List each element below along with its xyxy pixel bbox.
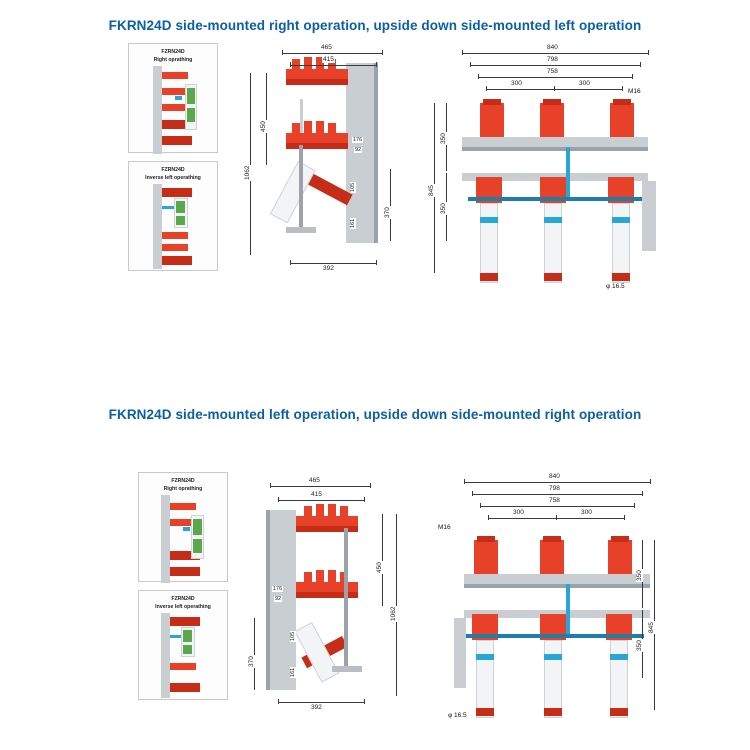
dim-798: 798 [549,485,560,492]
dim-300-right: 300 [579,80,590,87]
fuse-tube-3 [610,640,628,718]
figure-row-2 [0,464,750,734]
dim-450: 450 [260,121,267,132]
dim-758: 758 [547,68,558,75]
fuse-tube-1 [480,203,498,283]
dim-370: 370 [248,656,255,667]
dim-161: 161 [290,667,296,677]
section-2-title: FKRN24D side-mounted left operation, upside down side-mounted right operation [108,407,642,422]
photo-graphic-1 [129,66,217,150]
dim-840: 840 [547,44,558,51]
photo-caption-line2: Inverse left operathing [155,603,211,610]
upper-bus-bar [462,137,648,147]
figure-row-1 [0,33,750,303]
upper-insulator-1 [474,540,498,574]
dim-176: 176 [273,586,283,592]
side-view-drawing-1 [238,41,398,291]
fuse-tube [270,161,316,223]
upper-insulator-3 [610,103,634,137]
dim-758: 758 [549,497,560,504]
photo-caption-line2: Right oprathing [163,485,203,492]
dim-300-left: 300 [511,80,522,87]
photo-caption-line1: FZRN24D [171,478,195,484]
frame-plate-edge [374,63,378,243]
dim-450: 450 [376,562,383,573]
drive-rod [299,145,303,230]
dim-370: 370 [384,207,391,218]
fuse-tube-2 [544,640,562,718]
dim-798: 798 [547,56,558,63]
section-right-operation [0,0,750,303]
upper-insulator-1 [480,103,504,137]
photo-caption-line1: FZRN24D [161,49,185,55]
section-left-operation [0,389,750,734]
photo-caption-line1: FZRN24D [171,596,195,602]
dim-415: 415 [311,491,322,498]
dim-300-right: 300 [581,509,592,516]
photo-caption-2 [129,167,217,183]
photo-box-right-operating-2 [138,472,228,582]
dim-415: 415 [323,56,334,63]
frame-plate [346,63,374,243]
frame-plate-edge [266,510,270,690]
fuse-tube-2 [544,203,562,283]
photo-box-right-operating-1 [128,43,218,153]
upper-bus-bar [464,574,650,584]
photo-box-inverse-left-operating-2 [138,590,228,700]
photo-caption-1 [129,49,217,65]
dim-350-lower: 350 [440,203,447,214]
dim-176: 176 [353,137,363,143]
drive-rod [344,528,348,668]
photo-column-2 [138,472,228,700]
dim-465: 465 [309,477,320,484]
dim-1062: 1062 [390,606,397,621]
dim-105: 105 [290,631,296,641]
label-m16: M16 [438,524,451,531]
label-phi165: φ 16.5 [448,712,467,719]
dim-350-upper: 350 [636,570,643,581]
label-m16: M16 [628,88,641,95]
dim-92: 92 [355,147,362,153]
dim-1062: 1062 [244,165,251,180]
photo-caption-2 [139,596,227,612]
dim-105: 105 [350,182,356,192]
upper-insulator-2 [540,540,564,574]
dim-840: 840 [549,473,560,480]
section-1-title: FKRN24D side-mounted right operation, upside down side-mounted left operation [108,18,642,33]
dim-392: 392 [323,265,334,272]
dim-845: 845 [428,185,435,196]
label-phi165: φ 16.5 [606,283,625,290]
side-view-drawing-2 [248,470,408,722]
fuse-tube-3 [612,203,630,283]
linkage-shaft [464,634,644,638]
dim-350-upper: 350 [440,133,447,144]
photo-graphic-4 [139,613,227,697]
dim-465: 465 [321,44,332,51]
photo-caption-1 [139,478,227,494]
dim-845: 845 [648,622,655,633]
photo-caption-line1: FZRN24D [161,167,185,173]
photo-caption-line2: Right oprathing [153,56,193,63]
upper-insulator-2 [540,103,564,137]
photo-column-1 [128,43,218,271]
dim-161: 161 [350,218,356,228]
fuse-tube-1 [476,640,494,718]
photo-graphic-2 [129,184,217,268]
upper-insulator-3 [608,540,632,574]
dim-392: 392 [311,704,322,711]
photo-box-inverse-left-operating-1 [128,161,218,271]
photo-caption-line2: Inverse left operathing [145,174,201,181]
front-view-drawing-2 [430,470,660,722]
photo-graphic-3 [139,495,227,579]
dim-350-lower: 350 [636,640,643,651]
dim-92: 92 [275,596,282,602]
dim-300-left: 300 [513,509,524,516]
front-view-drawing-1 [428,41,658,291]
linkage-shaft [468,197,648,201]
